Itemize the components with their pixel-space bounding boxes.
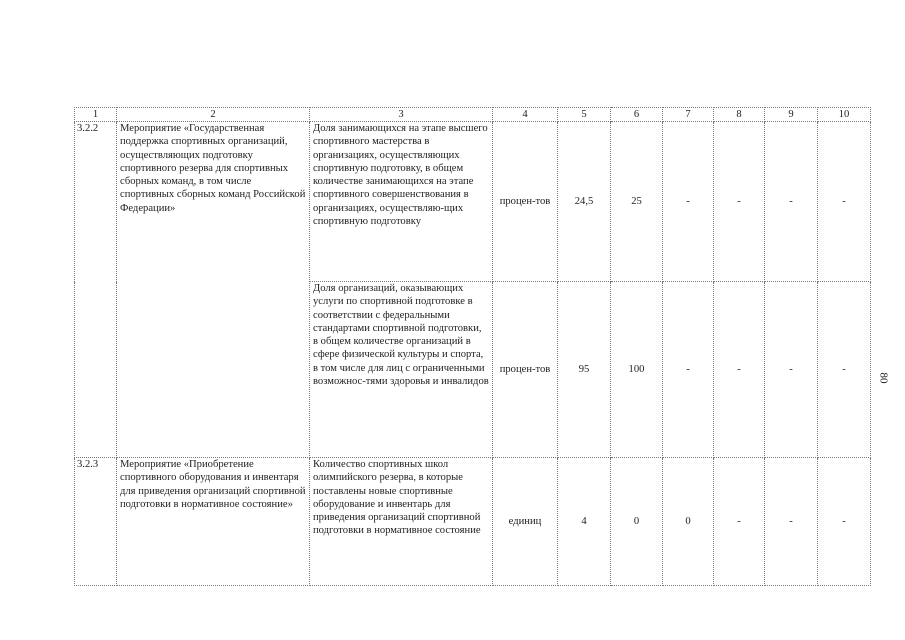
- header-cell: 8: [714, 108, 765, 122]
- indicator-name: Доля организаций, оказывающих услуги по спортивной подготовке в соответствии с федеральными стандартами спортивной подготовки, в общем количестве организаций в сфере физической культуры и спорта, в том числе для лиц с ограниченными возможнос-тями здоровья и инвалидов: [310, 282, 493, 458]
- value-cell-6: 100: [611, 282, 663, 458]
- value-cell-7: 0: [663, 458, 714, 586]
- value-cell-5: 24,5: [558, 122, 611, 282]
- value-cell-7: -: [663, 122, 714, 282]
- header-cell: 7: [663, 108, 714, 122]
- header-cell: 1: [75, 108, 117, 122]
- header-cell: 3: [310, 108, 493, 122]
- value-cell-8: -: [714, 458, 765, 586]
- value-cell-6: 0: [611, 458, 663, 586]
- value-cell-10: -: [818, 122, 871, 282]
- value-cell-9: -: [765, 282, 818, 458]
- unit-cell: процен-тов: [493, 122, 558, 282]
- header-cell: 5: [558, 108, 611, 122]
- value-cell-8: -: [714, 122, 765, 282]
- indicator-name: Доля занимающихся на этапе высшего спортивного мастерства в организациях, осуществляющих спортивную подготовку, в общем количестве занимающихся на этапе спортивного совершенствования в организациях, осуществляю-щих спортивную подготовку: [310, 122, 493, 282]
- unit-cell: единиц: [493, 458, 558, 586]
- value-cell-10: -: [818, 282, 871, 458]
- page-number: 80: [877, 372, 890, 384]
- value-cell-8: -: [714, 282, 765, 458]
- table-header-row: [75, 108, 871, 122]
- header-cell: 9: [765, 108, 818, 122]
- row-number: 3.2.3: [75, 458, 117, 586]
- table-row: [75, 122, 871, 282]
- event-name: Мероприятие «Государственная поддержка спортивных организаций, осуществляющих подготовку спортивного резерва для спортивных сборных команд, в том числе спортивных сборных команд Российской Федерации»: [117, 122, 310, 458]
- value-cell-9: -: [765, 458, 818, 586]
- value-cell-7: -: [663, 282, 714, 458]
- value-cell-9: -: [765, 122, 818, 282]
- table-row: [75, 458, 871, 586]
- indicators-table: [74, 107, 871, 586]
- header-cell: 10: [818, 108, 871, 122]
- row-number: 3.2.2: [75, 122, 117, 458]
- header-cell: 2: [117, 108, 310, 122]
- unit-cell: процен-тов: [493, 282, 558, 458]
- header-cell: 6: [611, 108, 663, 122]
- value-cell-5: 95: [558, 282, 611, 458]
- event-name: Мероприятие «Приобретение спортивного оборудования и инвентаря для приведения организаций спортивной подготовки в нормативное состояние»: [117, 458, 310, 586]
- value-cell-5: 4: [558, 458, 611, 586]
- value-cell-10: -: [818, 458, 871, 586]
- header-cell: 4: [493, 108, 558, 122]
- indicator-name: Количество спортивных школ олимпийского резерва, в которые поставлены новые спортивные оборудование и инвентарь для приведения организаций спортивной подготовки в нормативное состояние: [310, 458, 493, 586]
- value-cell-6: 25: [611, 122, 663, 282]
